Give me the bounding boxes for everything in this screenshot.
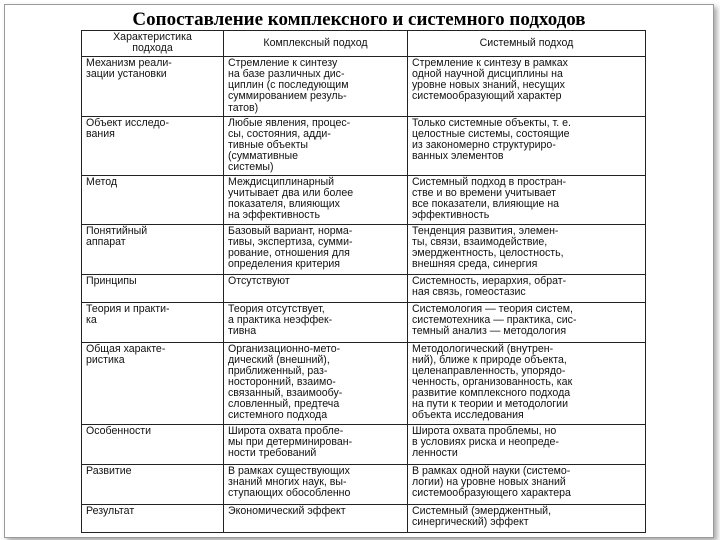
row-system-value: Стремление к синтезу в рамках одной научной дисциплины на уровне новых знаний, несущих системообразующий характер bbox=[408, 57, 646, 116]
table-row bbox=[82, 274, 646, 302]
row-complex-value: Теория отсутствует, а практика неэффек- тивна bbox=[224, 302, 408, 342]
row-system-value: Системный (эмерджентный, синергический) эффект bbox=[408, 504, 646, 532]
slide-title: Сопоставление комплексного и системного подходов bbox=[132, 9, 586, 30]
row-characteristic: Принципы bbox=[82, 274, 224, 302]
table-row bbox=[82, 342, 646, 424]
table-header-row bbox=[82, 31, 646, 57]
row-complex-value: Экономический эффект bbox=[224, 504, 408, 532]
row-complex-value: Базовый вариант, норма- тивы, экспертиза, сумми- рование, отношения для определения критерия bbox=[224, 224, 408, 274]
table-row bbox=[82, 176, 646, 224]
table-row bbox=[82, 224, 646, 274]
row-characteristic: Особенности bbox=[82, 424, 224, 464]
row-complex-value: Стремление к синтезу на базе различных дис- циплин (с последующим суммированием резуль- татов) bbox=[224, 57, 408, 116]
table-row bbox=[82, 57, 646, 116]
table-row bbox=[82, 504, 646, 532]
row-complex-value: Широта охвата пробле- мы при детерминирован- ности требований bbox=[224, 424, 408, 464]
row-complex-value: В рамках существующих знаний многих наук, вы- ступающих обособленно bbox=[224, 464, 408, 504]
row-system-value: Системный подход в простран- стве и во времени учитывает все показатели, влияющие на эффективность bbox=[408, 176, 646, 224]
row-system-value: Только системные объекты, т. е. целостные системы, состоящие из закономерно структуриро- ванных элементов bbox=[408, 116, 646, 175]
header-complex-approach: Комплексный подход bbox=[224, 31, 408, 57]
row-characteristic: Объект исследо- вания bbox=[82, 116, 224, 175]
row-system-value: Методологический (внутрен- ний), ближе к природе объекта, целенаправленность, упорядо- ченность, организованность, как развитие комплексного подхода на пути к теории и методологии объекта исследования bbox=[408, 342, 646, 424]
row-complex-value: Отсутствуют bbox=[224, 274, 408, 302]
row-system-value: Тенденция развития, элемен- ты, связи, взаимодействие, эмерджентность, целостность, внешняя среда, синергия bbox=[408, 224, 646, 274]
header-characteristic: Характеристика подхода bbox=[82, 31, 224, 57]
row-characteristic: Метод bbox=[82, 176, 224, 224]
row-characteristic: Развитие bbox=[82, 464, 224, 504]
row-characteristic: Результат bbox=[82, 504, 224, 532]
table-row bbox=[82, 116, 646, 175]
row-system-value: Широта охвата проблемы, но в условиях риска и неопреде- ленности bbox=[408, 424, 646, 464]
row-complex-value: Любые явления, процес- сы, состояния, адди- тивные объекты (суммативные системы) bbox=[224, 116, 408, 175]
slide-frame bbox=[4, 4, 714, 538]
table-row bbox=[82, 464, 646, 504]
table-row bbox=[82, 302, 646, 342]
table-row bbox=[82, 424, 646, 464]
row-characteristic: Понятийный аппарат bbox=[82, 224, 224, 274]
row-characteristic: Механизм реали- зации установки bbox=[82, 57, 224, 116]
row-system-value: Системология — теория систем, системотехника — практика, сис- темный анализ — методология bbox=[408, 302, 646, 342]
header-system-approach: Системный подход bbox=[408, 31, 646, 57]
row-complex-value: Организационно-мето- дический (внешний), приближенный, раз- носторонний, взаимо- связанный, взаимообу- словленный, предтеча системного подхода bbox=[224, 342, 408, 424]
row-characteristic: Теория и практи- ка bbox=[82, 302, 224, 342]
row-system-value: Системность, иерархия, обрат- ная связь, гомеостазис bbox=[408, 274, 646, 302]
row-complex-value: Междисциплинарный учитывает два или более показателя, влияющих на эффективность bbox=[224, 176, 408, 224]
comparison-table bbox=[81, 30, 646, 533]
row-system-value: В рамках одной науки (системо- логии) на уровне новых знаний системообразующего характера bbox=[408, 464, 646, 504]
row-characteristic: Общая характе- ристика bbox=[82, 342, 224, 424]
